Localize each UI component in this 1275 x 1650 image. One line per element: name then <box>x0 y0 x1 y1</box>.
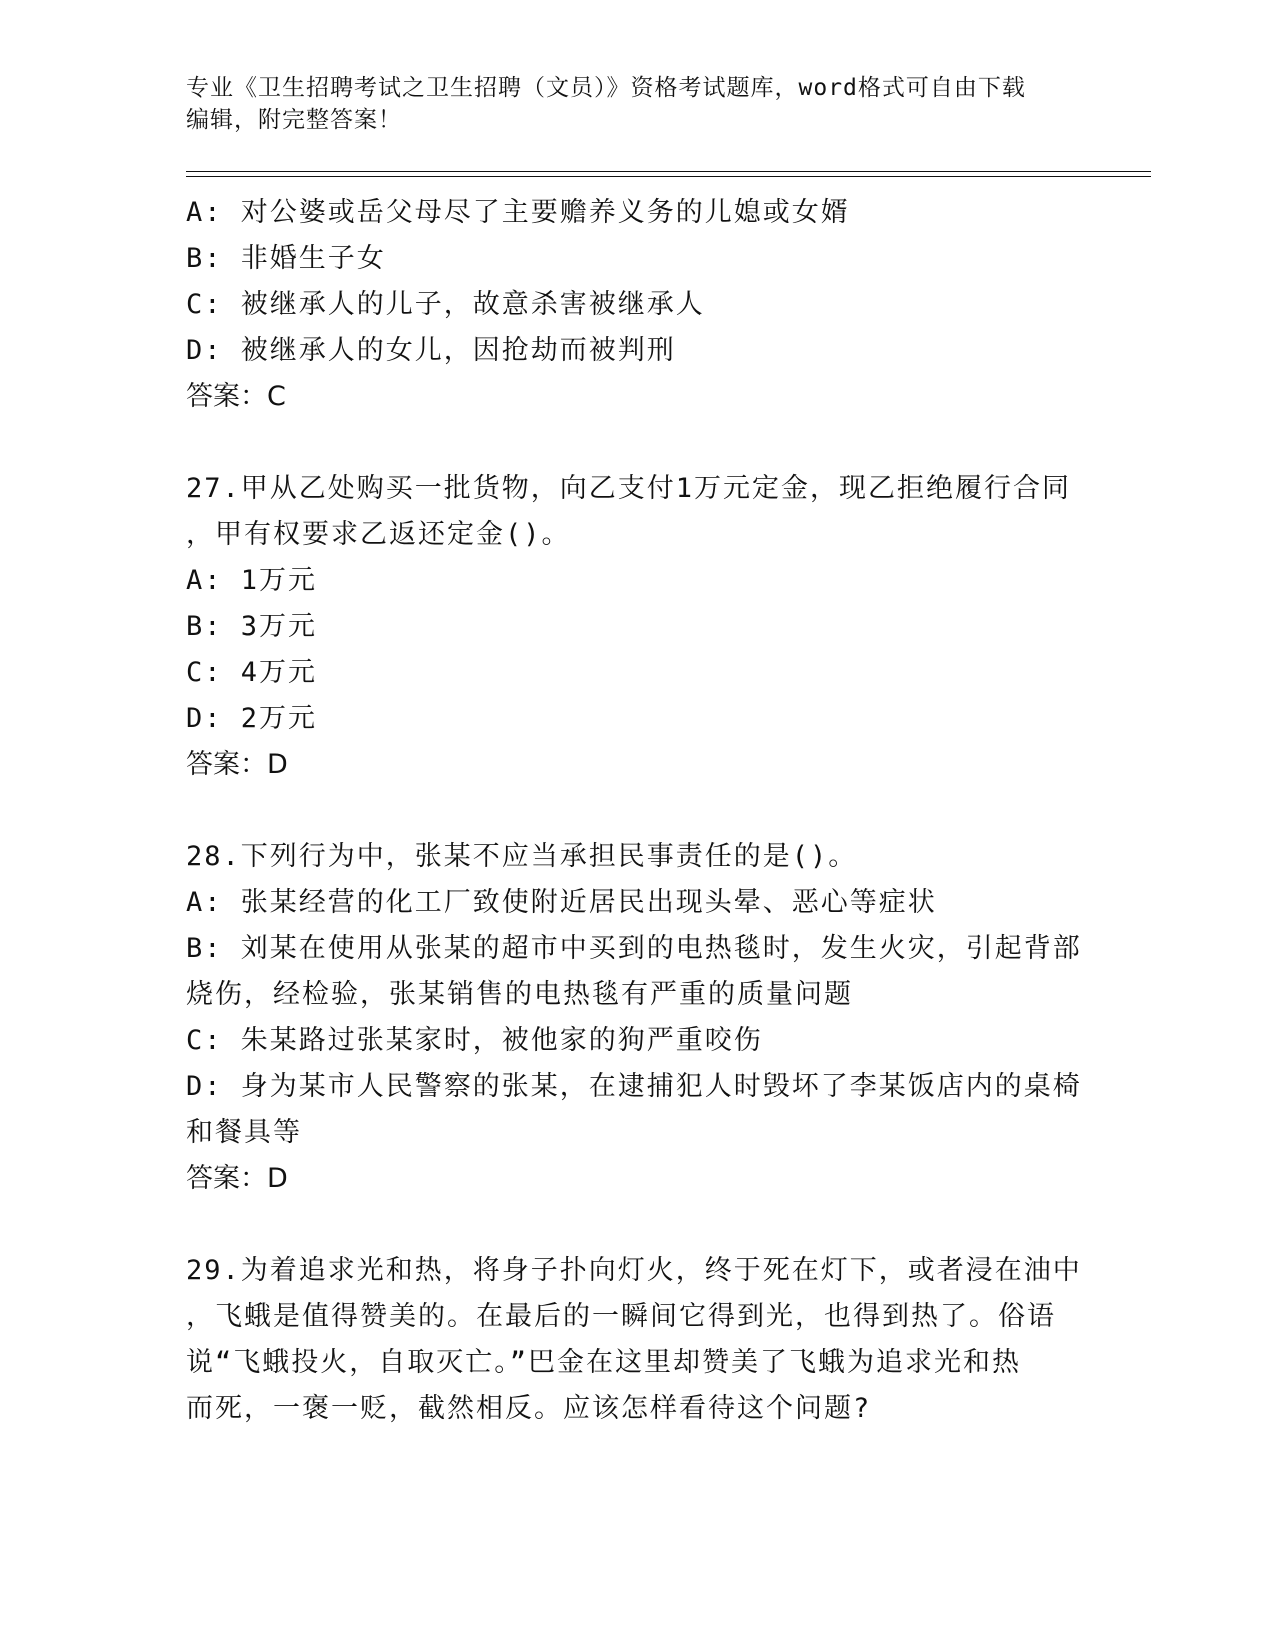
option-d: D: 身为某市人民警察的张某，在逮捕犯人时毁坏了李某饭店内的桌椅 <box>186 1071 1082 1102</box>
option-a: A: 对公婆或岳父母尽了主要赡养义务的儿媳或女婿 <box>186 197 850 228</box>
header-rule-top <box>186 171 1151 172</box>
option-a: A: 张某经营的化工厂致使附近居民出现头晕、恶心等症状 <box>186 887 937 918</box>
question-stem-line: 而死，一褒一贬，截然相反。应该怎样看待这个问题? <box>186 1393 872 1424</box>
answer-line: 答案：D <box>186 1163 288 1194</box>
question-stem-line: 说“飞蛾投火，自取灭亡。”巴金在这里却赞美了飞蛾为追求光和热 <box>186 1347 1022 1378</box>
option-d-continued: 和餐具等 <box>186 1117 302 1148</box>
option-c: C: 朱某路过张某家时，被他家的狗严重咬伤 <box>186 1025 763 1056</box>
option-c: C: 4万元 <box>186 657 318 688</box>
question-28-block <box>186 834 1086 1202</box>
spacer <box>186 1202 1086 1248</box>
header-line-1: 专业《卫生招聘考试之卫生招聘（文员）》资格考试题库，word格式可自由下载 <box>186 75 1026 101</box>
question-27-block <box>186 466 1086 788</box>
option-b: B: 刘某在使用从张某的超市中买到的电热毯时，发生火灾，引起背部 <box>186 933 1082 964</box>
question-26-block <box>186 190 1086 420</box>
option-b: B: 非婚生子女 <box>186 243 386 274</box>
option-b: B: 3万元 <box>186 611 318 642</box>
header-rule-bottom <box>186 176 1151 177</box>
option-c: C: 被继承人的儿子，故意杀害被继承人 <box>186 289 705 320</box>
answer-line: 答案：D <box>186 749 288 780</box>
question-stem-line: ，飞蛾是值得赞美的。在最后的一瞬间它得到光，也得到热了。俗语 <box>186 1301 1056 1332</box>
option-a: A: 1万元 <box>186 565 318 596</box>
spacer <box>186 788 1086 834</box>
header-line-2: 编辑，附完整答案！ <box>186 107 402 133</box>
option-d: D: 2万元 <box>186 703 318 734</box>
question-stem-line: 28.下列行为中，张某不应当承担民事责任的是()。 <box>186 841 858 872</box>
answer-line: 答案：C <box>186 381 286 412</box>
document-header <box>186 72 1066 136</box>
option-b-continued: 烧伤，经检验，张某销售的电热毯有严重的质量问题 <box>186 979 853 1010</box>
question-content <box>186 190 1086 1432</box>
option-d: D: 被继承人的女儿，因抢劫而被判刑 <box>186 335 676 366</box>
question-stem-line: ，甲有权要求乙返还定金()。 <box>186 519 571 550</box>
question-29-block <box>186 1248 1086 1432</box>
question-stem-line: 29.为着追求光和热，将身子扑向灯火，终于死在灯下，或者浸在油中 <box>186 1255 1082 1286</box>
question-stem-line: 27.甲从乙处购买一批货物，向乙支付1万元定金，现乙拒绝履行合同 <box>186 473 1072 504</box>
spacer <box>186 420 1086 466</box>
